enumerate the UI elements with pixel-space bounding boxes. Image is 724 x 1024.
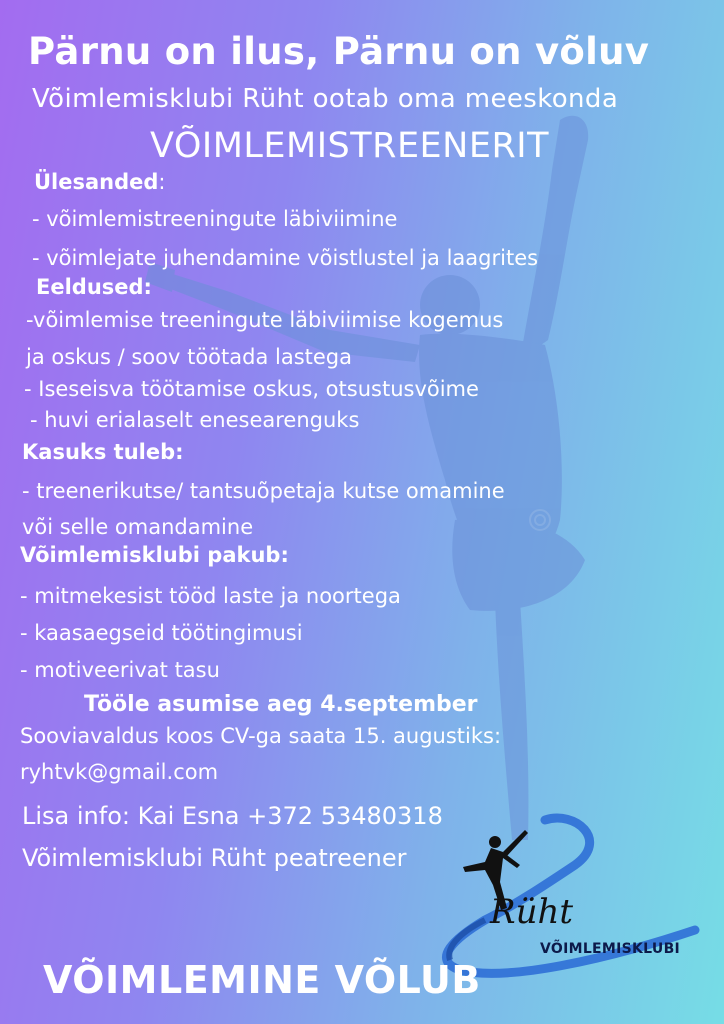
list-item: - võimlejate juhendamine võistlustel ja laagrites [32,246,539,270]
list-item: või selle omandamine [22,515,254,539]
list-item: -võimlemise treeningute läbiviimise kogemus [26,308,504,332]
list-item: - huvi erialaselt enesearenguks [30,408,360,432]
contact-role: Võimlemisklubi Rüht peatreener [22,844,407,872]
page-title: Pärnu on ilus, Pärnu on võluv [28,30,650,73]
footer-slogan: VÕIMLEMINE VÕLUB [43,958,481,1002]
start-date: Tööle asumise aeg 4.september [84,692,478,717]
tasks-heading: Ülesanded: [34,170,166,194]
application-note: Sooviavaldus koos CV-ga saata 15. augustiks: [20,724,502,748]
email-link[interactable]: ryhtvk@gmail.com [20,760,219,784]
logo-subtitle: VÕIMLEMISKLUBI [540,941,681,957]
contact-info: Lisa info: Kai Esna +372 53480318 [22,802,443,830]
list-item: - Iseseisva töötamise oskus, otsustusvõime [24,377,479,401]
advantage-heading: Kasuks tuleb: [22,440,184,464]
requirements-heading: Eeldused: [36,275,152,299]
list-item: - motiveerivat tasu [20,658,220,682]
list-item: - võimlemistreeningute läbiviimine [32,207,398,231]
list-item: - treenerikutse/ tantsuõpetaja kutse omamine [22,479,505,503]
list-item: - kaasaegseid töötingimusi [20,621,303,645]
list-item: ja oskus / soov töötada lastega [26,345,353,369]
logo-script-text: Rüht [490,892,574,932]
offers-heading: Võimlemisklubi pakub: [20,543,289,567]
list-item: - mitmekesist tööd laste ja noortega [20,584,401,608]
page-subtitle: Võimlemisklubi Rüht ootab oma meeskonda [32,84,619,114]
job-role: VÕIMLEMISTREENERIT [150,126,549,166]
